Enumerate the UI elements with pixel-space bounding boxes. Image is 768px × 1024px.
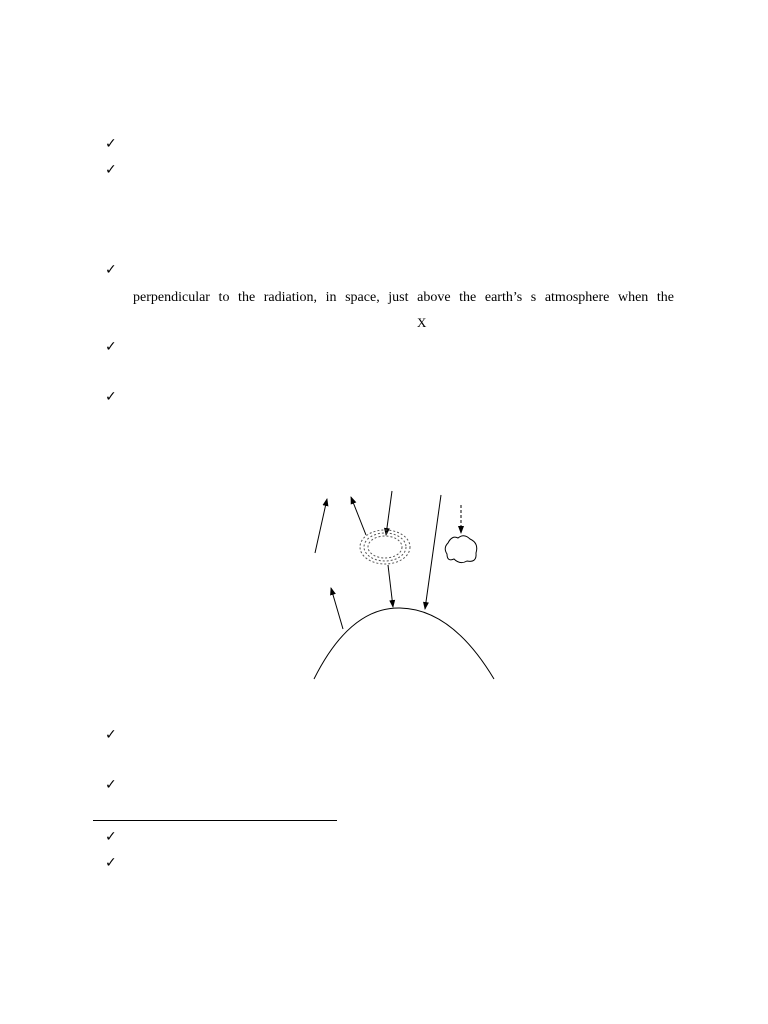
- check-bullet-6: ✓: [105, 727, 117, 743]
- check-bullet-3: ✓: [105, 262, 117, 278]
- incoming-arrow-cloud: [386, 491, 392, 535]
- emitted-arrow: [331, 588, 343, 629]
- direct-arrow: [425, 495, 441, 609]
- transmitted-arrow-cloud: [388, 565, 393, 607]
- reflected-arrow-cloud: [351, 497, 366, 535]
- check-bullet-5: ✓: [105, 389, 117, 405]
- subscript-x: X: [417, 315, 427, 330]
- check-bullet-1: ✓: [105, 136, 117, 152]
- aerosol-blob: [445, 536, 477, 563]
- check-bullet-8: ✓: [105, 829, 117, 845]
- radiation-diagram: [300, 485, 510, 685]
- footnote-rule: [93, 820, 337, 821]
- check-bullet-2: ✓: [105, 162, 117, 178]
- check-bullet-7: ✓: [105, 777, 117, 793]
- paragraph-line: perpendicular to the radiation, in space, just above the earth’s s atmosphere when the: [133, 290, 674, 305]
- reflected-arrow-left: [315, 499, 327, 553]
- check-bullet-9: ✓: [105, 855, 117, 871]
- check-bullet-4: ✓: [105, 339, 117, 355]
- cloud-ring-mid: [364, 533, 406, 561]
- cloud-ring-inner: [368, 536, 402, 558]
- earth-arc: [314, 608, 494, 679]
